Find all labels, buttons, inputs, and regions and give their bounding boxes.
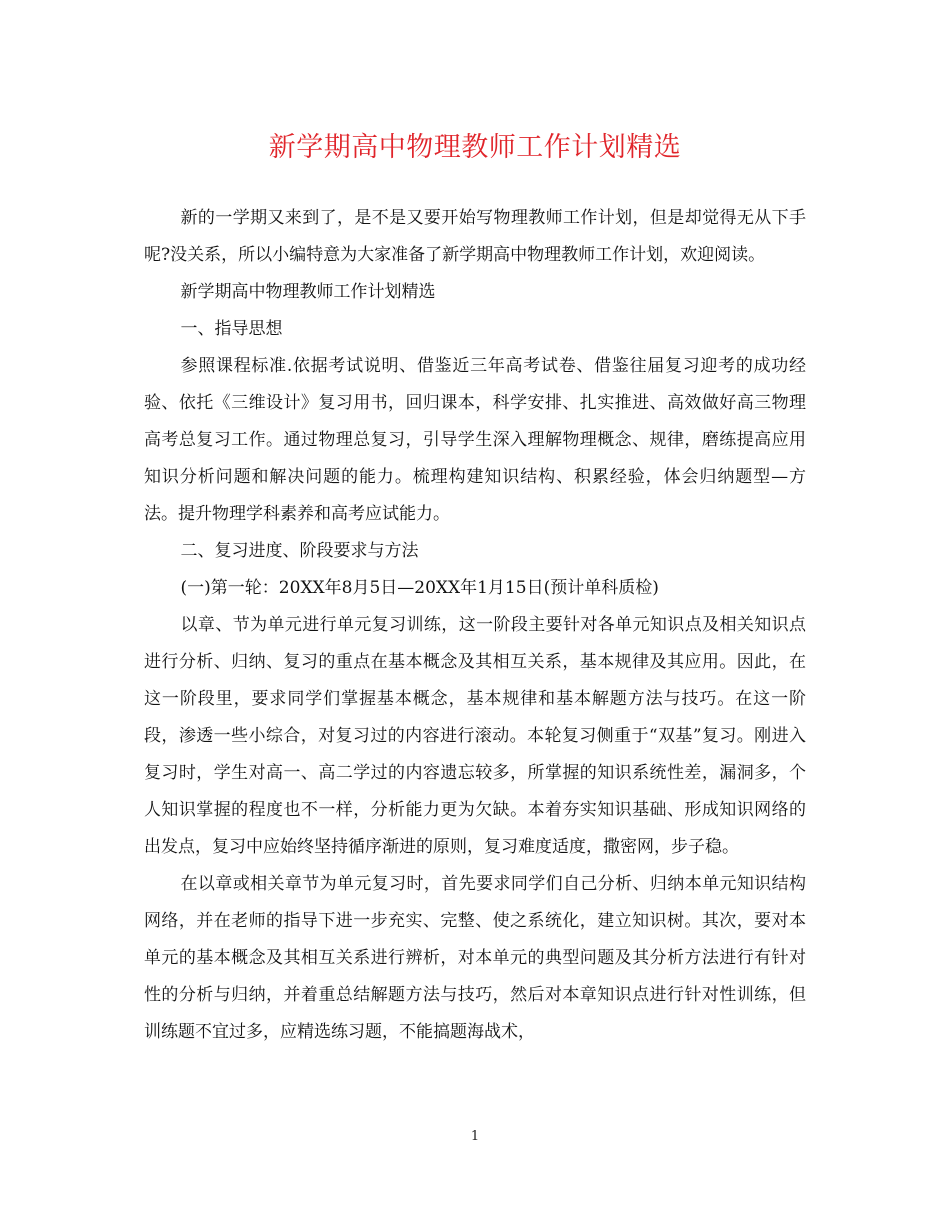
document-title: 新学期高中物理教师工作计划精选	[268, 132, 682, 163]
document-body	[144, 200, 806, 1051]
first-round-paragraph: 以章、节为单元进行单元复习训练，这一阶段主要针对各单元知识点及相关知识点进行分析、归纳、复习的重点在基本概念及其相互关系，基本规律及其应用。因此，在这一阶段里，要求同学们掌握基本概念，基本规律和基本解题方法与技巧。在这一阶段，渗透一些小综合，对复习过的内容进行滚动。本轮复习侧重于“双基”复习。刚进入复习时，学生对高一、高二学过的内容遗忘较多，所掌握的知识系统性差，漏洞多，个人知识掌握的程度也不一样，分析能力更为欠缺。本着夯实知识基础、形成知识网络的出发点，复习中应始终坚持循序渐进的原则，复习难度适度，撒密网，步子稳。	[144, 615, 806, 857]
guiding-thought-paragraph: 参照课程标准.依据考试说明、借鉴近三年高考试卷、借鉴往届复习迎考的成功经验、依托《三维设计》复习用书，回归课本，科学安排、扎实推进、高效做好高三物理高考总复习工作。通过物理总复习，引导学生深入理解物理概念、规律，磨练提高应用知识分析问题和解决问题的能力。梳理构建知识结构、积累经验，体会归纳题型—方法。提升物理学科素养和高考应试能力。	[144, 356, 806, 524]
section-heading-guiding-thought: 一、指导思想	[180, 319, 283, 339]
subtitle-paragraph: 新学期高中物理教师工作计划精选	[180, 282, 436, 302]
section-heading-review-plan: 二、复习进度、阶段要求与方法	[180, 541, 419, 561]
intro-paragraph: 新的一学期又来到了，是不是又要开始写物理教师工作计划，但是却觉得无从下手呢?没关系，所以小编特意为大家准备了新学期高中物理教师工作计划，欢迎阅读。	[144, 208, 806, 265]
page-number: 1	[470, 1129, 480, 1144]
first-round-heading: (一)第一轮：20XX年8月5日—20XX年1月15日(预计单科质检)	[180, 578, 659, 598]
unit-review-paragraph: 在以章或相关章节为单元复习时，首先要求同学们自己分析、归纳本单元知识结构网络，并在老师的指导下进一步充实、完整、使之系统化，建立知识树。其次，要对本单元的基本概念及其相互关系进行辨析，对本单元的典型问题及其分析方法进行有针对性的分析与归纳，并着重总结解题方法与技巧，然后对本章知识点进行针对性训练，但训练题不宜过多，应精选练习题，不能搞题海战术，	[144, 874, 806, 1042]
